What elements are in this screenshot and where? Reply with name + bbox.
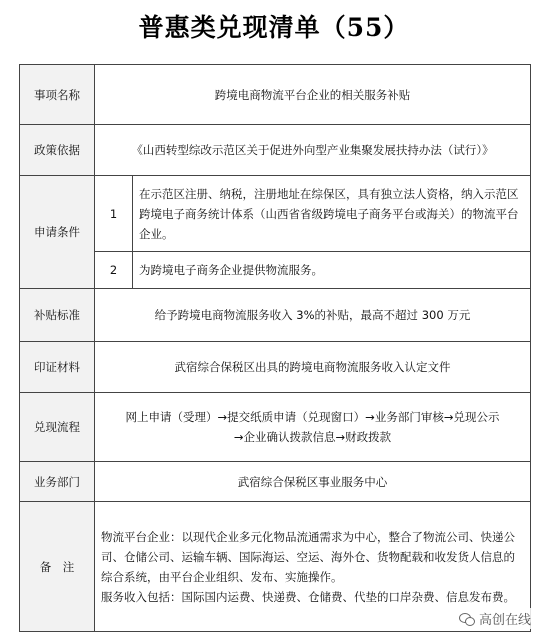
materials-value: 武宿综合保税区出具的跨境电商物流服务收入认定文件 bbox=[95, 342, 531, 393]
row-notes bbox=[20, 502, 531, 632]
process-line-2: →企业确认拨款信息→财政拨款 bbox=[233, 430, 392, 444]
process-label: 兑现流程 bbox=[20, 393, 95, 462]
condition-text: 在示范区注册、纳税，注册地址在综保区，具有独立法人资格，纳入示范区跨境电子商务统计体系（山西省省级跨境电子商务平台或海关）的物流平台企业。 bbox=[133, 176, 531, 252]
row-process bbox=[20, 393, 531, 462]
item-value: 跨境电商物流平台企业的相关服务补贴 bbox=[95, 65, 531, 125]
condition-text: 为跨境电子商务企业提供物流服务。 bbox=[133, 252, 531, 289]
department-value: 武宿综合保税区事业服务中心 bbox=[95, 462, 531, 502]
wechat-icon bbox=[459, 612, 475, 626]
policy-table bbox=[19, 64, 531, 632]
conditions-label: 申请条件 bbox=[20, 176, 95, 289]
row-condition-1 bbox=[20, 176, 531, 252]
row-condition-2 bbox=[20, 252, 531, 289]
policy-label: 政策依据 bbox=[20, 125, 95, 176]
standard-label: 补贴标准 bbox=[20, 289, 95, 342]
condition-number: 1 bbox=[95, 176, 133, 252]
policy-value: 《山西转型综改示范区关于促进外向型产业集聚发展扶持办法（试行）》 bbox=[95, 125, 531, 176]
item-label: 事项名称 bbox=[20, 65, 95, 125]
notes-label: 备 注 bbox=[20, 502, 95, 632]
row-standard bbox=[20, 289, 531, 342]
notes-paragraph-2: 服务收入包括：国际国内运费、快递费、仓储费、代垫的口岸杂费、信息发布费。 bbox=[101, 589, 515, 604]
notes-paragraph-1: 物流平台企业：以现代企业多元化物品流通需求为中心，整合了物流公司、快递公司、仓储公司、运输车辆、国际海运、空运、海外仓、货物配载和收发货人信息的综合系统，由平台企业组织、发布、实施操作。 bbox=[101, 529, 515, 584]
standard-value: 给予跨境电商物流服务收入 3%的补贴，最高不超过 300 万元 bbox=[95, 289, 531, 342]
materials-label: 印证材料 bbox=[20, 342, 95, 393]
process-line-1: 网上申请（受理）→提交纸质申请（兑现窗口）→业务部门审核→兑现公示 bbox=[125, 410, 500, 424]
process-value bbox=[95, 393, 531, 462]
row-materials bbox=[20, 342, 531, 393]
row-item bbox=[20, 65, 531, 125]
row-policy bbox=[20, 125, 531, 176]
watermark-text: 高创在线 bbox=[478, 613, 531, 628]
row-department bbox=[20, 462, 531, 502]
watermark bbox=[456, 608, 534, 629]
condition-number: 2 bbox=[95, 252, 133, 289]
department-label: 业务部门 bbox=[20, 462, 95, 502]
page-title: 普惠类兑现清单（55） bbox=[138, 13, 410, 42]
